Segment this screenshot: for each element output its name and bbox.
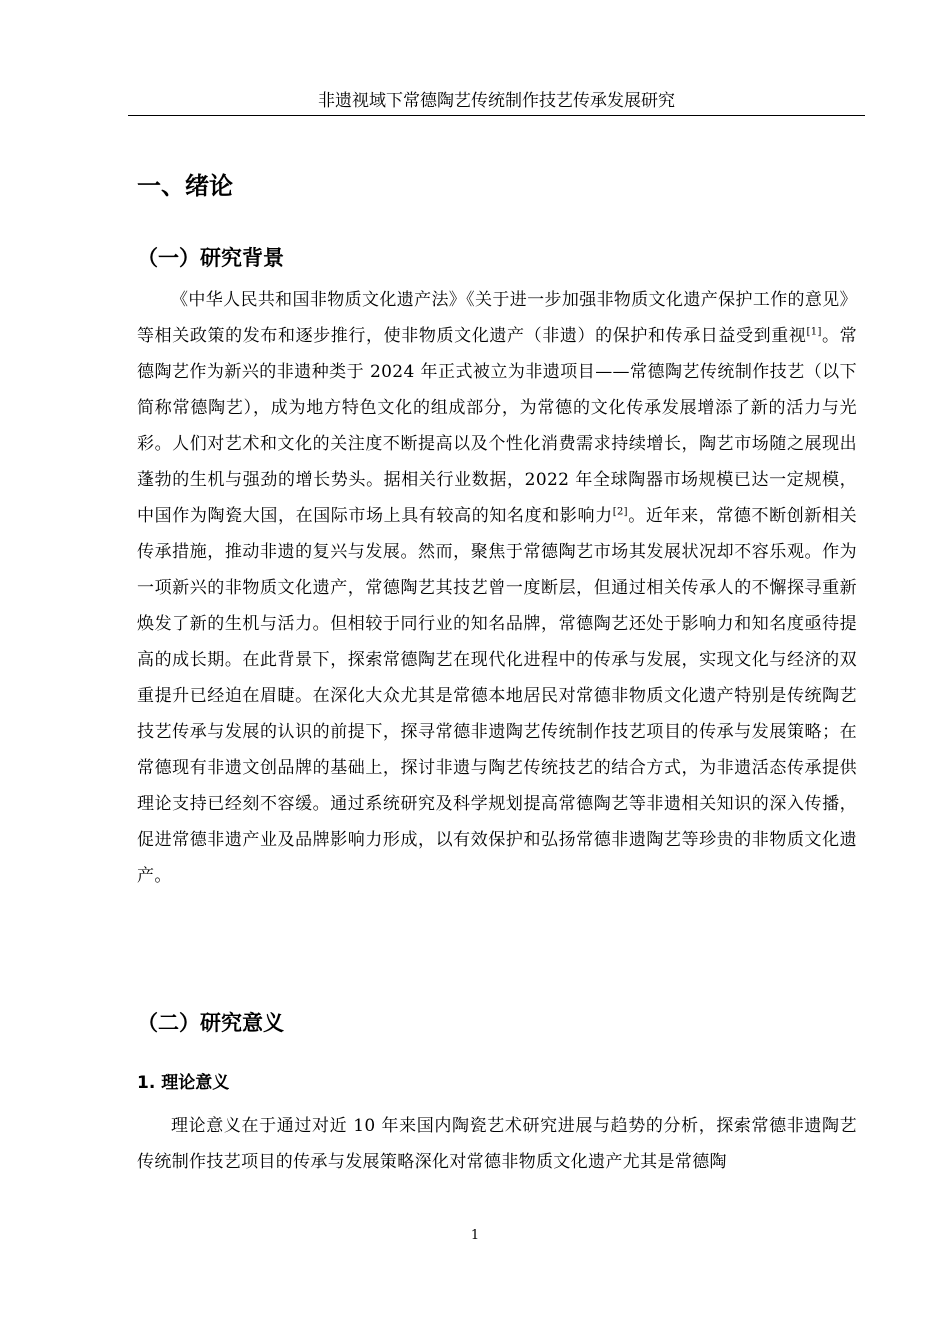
theory-paragraph: 理论意义在于通过对近 10 年来国内陶瓷艺术研究进展与趋势的分析，探索常德非遗陶艺传统制作技艺项目的传承与发展策略深化对常德非物质文化遗产尤其是常德陶 <box>137 1116 857 1172</box>
page-number: 1 <box>470 1228 480 1243</box>
section-heading-background: （一）研究背景 <box>137 246 284 270</box>
paragraph-text-3: 。近年来，常德不断创新相关传承措施，推动非遗的复兴与发展。然而，聚焦于常德陶艺市场其发展状况却不容乐观。作为一项新兴的非物质文化遗产，常德陶艺其技艺曾一度断层，但通过相关传承人的不懈探寻重新焕发了新的生机与活力。但相较于同行业的知名品牌，常德陶艺还处于影响力和知名度亟待提高的成长期。在此背景下，探索常德陶艺在现代化进程中的传承与发展，实现文化与经济的双重提升已经迫在眉睫。在深化大众尤其是常德本地居民对常德非物质文化遗产特别是传统陶艺技艺传承与发展的认识的前提下，探寻常德非遗陶艺传统制作技艺项目的传承与发展策略；在常德现有非遗文创品牌的基础上，探讨非遗与陶艺传统技艺的结合方式，为非遗活态传承提供理论支持已经刻不容缓。通过系统研究及科学规划提高常德陶艺等非遗相关知识的深入传播，促进常德非遗产业及品牌影响力形成，以有效保护和弘扬常德非遗陶艺等珍贵的非物质文化遗产。 <box>137 506 857 886</box>
section-heading-significance: （二）研究意义 <box>137 1011 284 1035</box>
subsection-heading-theory: 1. 理论意义 <box>137 1073 230 1093</box>
header-rule <box>128 115 865 116</box>
running-header: 非遗视域下常德陶艺传统制作技艺传承发展研究 <box>318 91 675 111</box>
background-paragraph <box>137 282 857 894</box>
paragraph-text-2: 。常德陶艺作为新兴的非遗种类于 2024 年正式被立为非遗项目——常德陶艺传统制作技艺（以下简称常德陶艺），成为地方特色文化的组成部分，为常德的文化传承发展增添了新的活力与光彩。人们对艺术和文化的关注度不断提高以及个性化消费需求持续增长，陶艺市场随之展现出蓬勃的生机与强劲的增长势头。据相关行业数据，2022 年全球陶器市场规模已达一定规模，中国作为陶瓷大国，在国际市场上具有较高的知名度和影响力 <box>137 326 857 526</box>
paragraph-text-1: 《中华人民共和国非物质文化遗产法》《关于进一步加强非物质文化遗产保护工作的意见》等相关政策的发布和逐步推行，使非物质文化遗产（非遗）的保护和传承日益受到重视 <box>137 290 857 346</box>
citation-ref-1[interactable]: [1] <box>806 326 822 338</box>
citation-ref-2[interactable]: [2] <box>612 506 628 518</box>
chapter-heading: 一、绪论 <box>137 172 233 200</box>
